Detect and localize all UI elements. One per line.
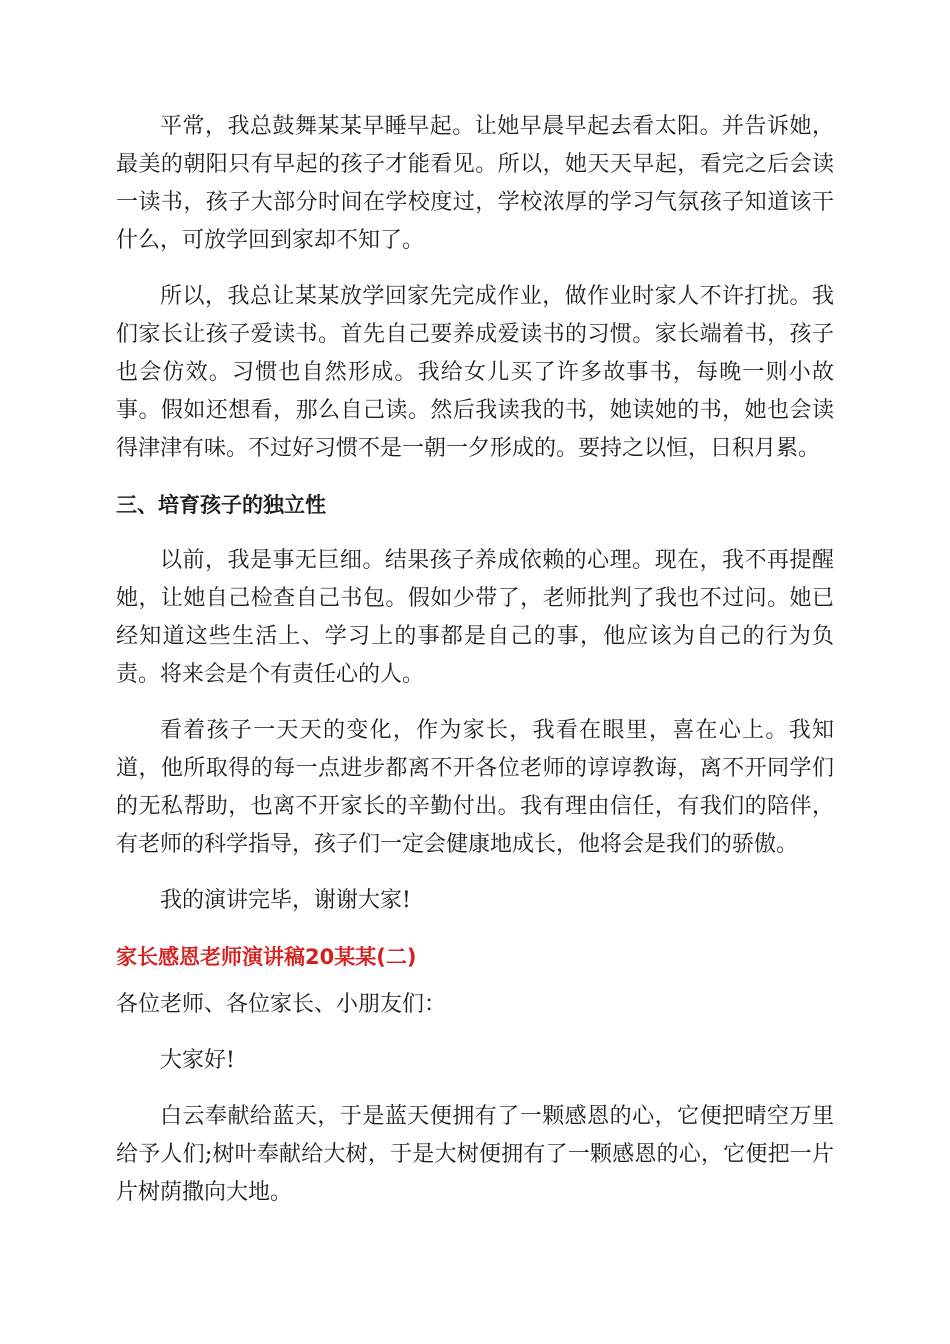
paragraph-independence: 以前，我是事无巨细。结果孩子养成依赖的心理。现在，我不再提醒她，让她自己检查自己书包。假如少带了，老师批判了我也不过问。她已经知道这些生活上、学习上的事都是自己的事，他应该为自己的行为负责。将来会是个有责任心的人。 <box>116 548 834 687</box>
paragraph-gratitude: 看着孩子一天天的变化，作为家长，我看在眼里，喜在心上。我知道，他所取得的每一点进步都离不开各位老师的谆谆教诲，离不开同学们的无私帮助，也离不开家长的辛勤付出。我有理由信任，有我们的陪伴，有老师的科学指导，孩子们一定会健康地成长，他将会是我们的骄傲。 <box>116 718 834 857</box>
section-title-part-two: 家长感恩老师演讲稿20某某(二) <box>116 945 417 969</box>
paragraph-closing: 我的演讲完毕，谢谢大家! <box>160 888 411 913</box>
paragraph-clouds-and-leaves: 白云奉献给蓝天，于是蓝天便拥有了一颗感恩的心，它便把晴空万里给予人们;树叶奉献给大树，于是大树便拥有了一颗感恩的心，它便把一片片树荫撒向大地。 <box>116 1104 834 1205</box>
salutation: 各位老师、各位家长、小朋友们： <box>116 992 447 1017</box>
paragraph-early-rising: 平常，我总鼓舞某某早睡早起。让她早晨早起去看太阳。并告诉她，最美的朝阳只有早起的孩子才能看见。所以，她天天早起，看完之后会读一读书，孩子大部分时间在学校度过，学校浓厚的学习气氛孩子知道该干什么，可放学回到家却不知了。 <box>116 114 834 253</box>
heading-independence: 三、培育孩子的独立性 <box>116 493 326 517</box>
greeting: 大家好! <box>160 1048 235 1073</box>
document-body <box>116 108 834 1230</box>
paragraph-reading-habit: 所以，我总让某某放学回家先完成作业，做作业时家人不许打扰。我们家长让孩子爱读书。首先自己要养成爱读书的习惯。家长端着书，孩子也会仿效。习惯也自然形成。我给女儿买了许多故事书，每晚一则小故事。假如还想看，那么自己读。然后我读我的书，她读她的书，她也会读得津津有味。不过好习惯不是一朝一夕形成的。要持之以恒，日积月累。 <box>116 284 834 461</box>
